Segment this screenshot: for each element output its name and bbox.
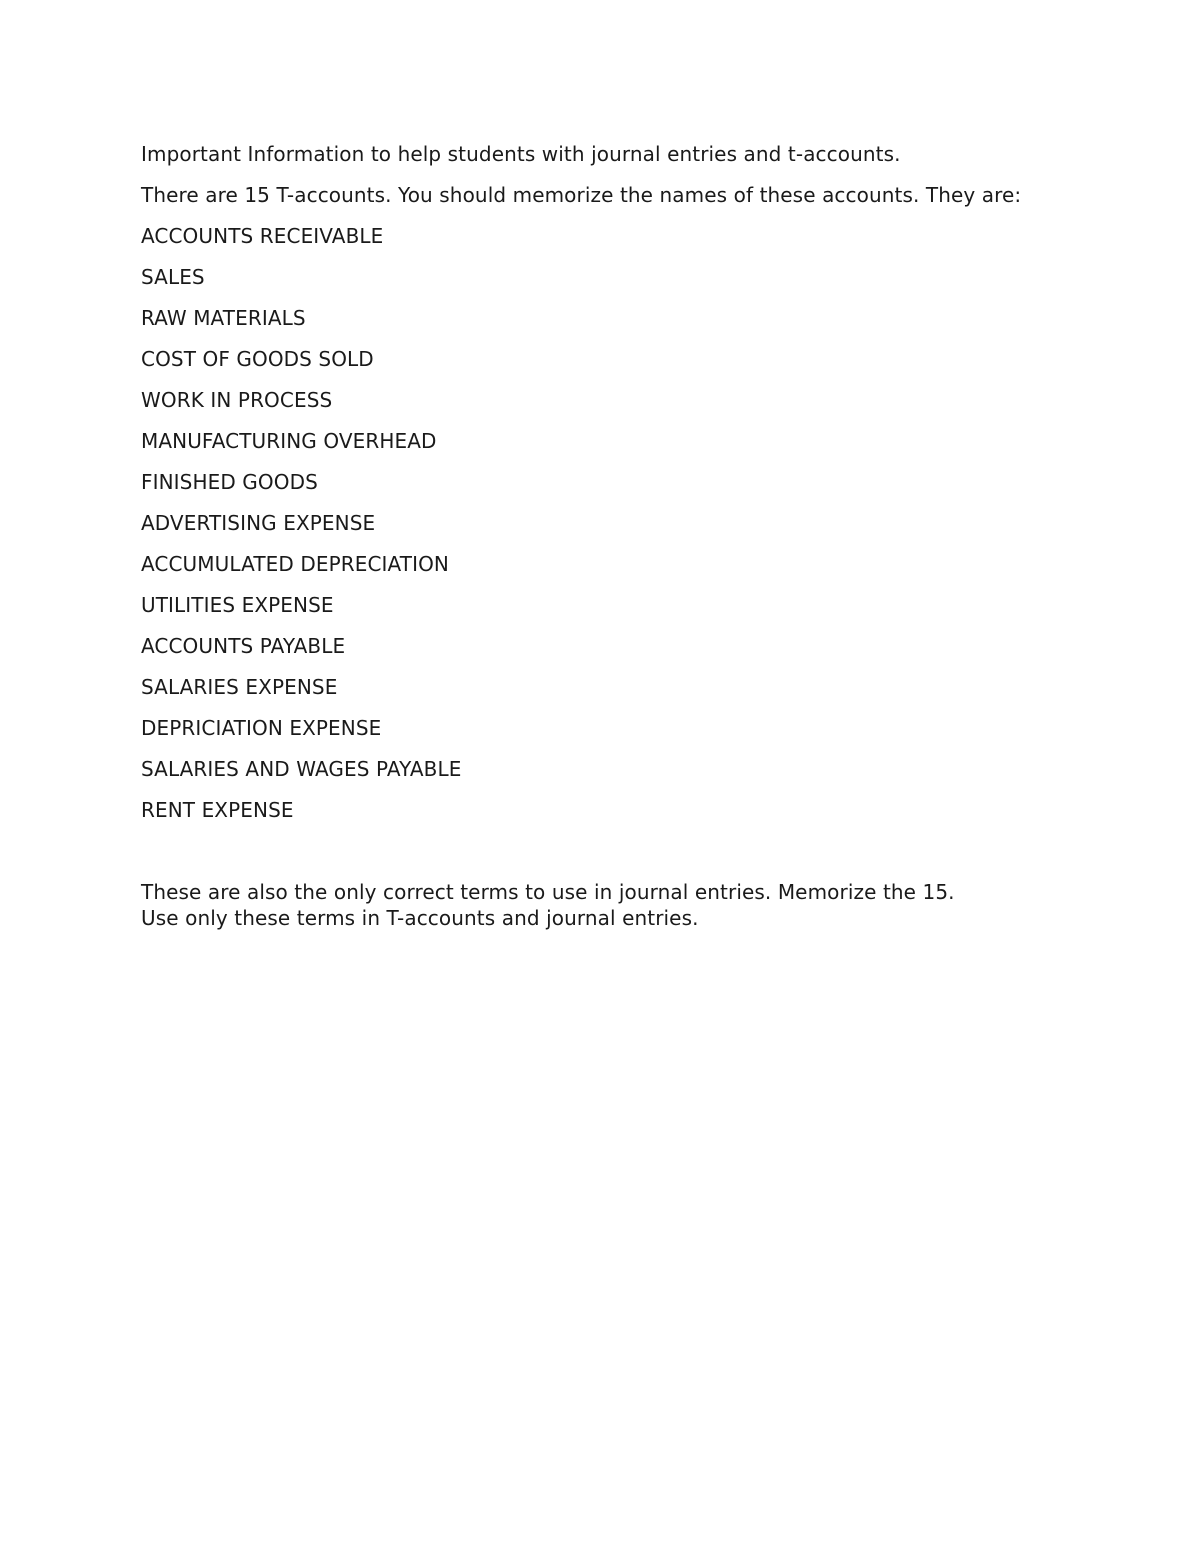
closing-paragraph [141,879,1061,931]
intro-paragraph: There are 15 T-accounts. You should memorize the names of these accounts. They are: [141,183,1022,207]
account-item: DEPRICIATION EXPENSE [141,716,382,740]
document-body [141,141,1061,946]
account-item: SALES [141,265,205,289]
account-item: FINISHED GOODS [141,470,318,494]
account-item: SALARIES EXPENSE [141,675,338,699]
closing-line: These are also the only correct terms to use in journal entries. Memorize the 15. [141,880,955,904]
closing-line: Use only these terms in T-accounts and journal entries. [141,906,699,930]
account-item: MANUFACTURING OVERHEAD [141,429,437,453]
document-heading: Important Information to help students with journal entries and t-accounts. [141,142,901,166]
account-item: ACCOUNTS PAYABLE [141,634,346,658]
account-item: SALARIES AND WAGES PAYABLE [141,757,462,781]
account-item: UTILITIES EXPENSE [141,593,334,617]
account-item: ACCUMULATED DEPRECIATION [141,552,449,576]
account-item: COST OF GOODS SOLD [141,347,374,371]
account-list [141,223,1061,823]
account-item: RENT EXPENSE [141,798,294,822]
account-item: ACCOUNTS RECEIVABLE [141,224,384,248]
account-item: ADVERTISING EXPENSE [141,511,376,535]
account-item: WORK IN PROCESS [141,388,333,412]
account-item: RAW MATERIALS [141,306,306,330]
